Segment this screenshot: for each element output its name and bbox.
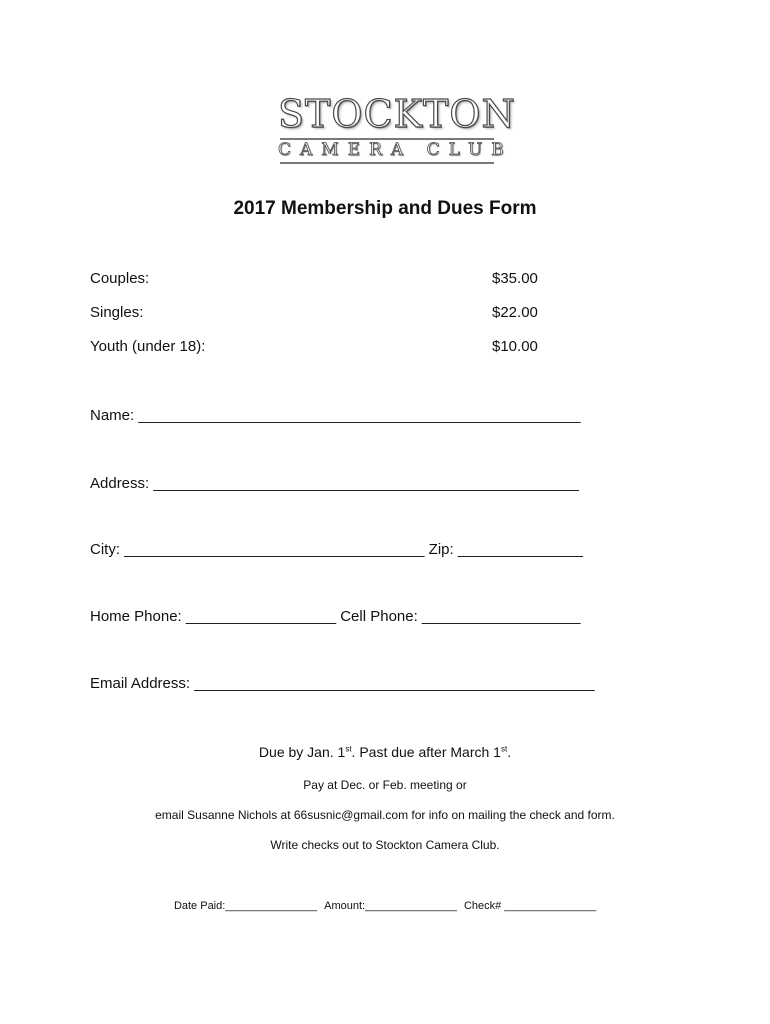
fee-amount-singles: $22.00 — [492, 304, 538, 321]
logo-camera-club-text: CAMERA CLUB — [278, 140, 513, 160]
logo-divider-bottom — [280, 162, 494, 164]
address-field[interactable]: Address: ___________________________________________________ — [90, 475, 579, 492]
date-paid-field[interactable]: Date Paid:_______________ — [173, 900, 318, 912]
email-address-field[interactable]: Email Address: ________________________________________________ — [90, 675, 595, 692]
due-text-3: . — [507, 744, 512, 760]
due-text-2: . Past due after March 1 — [351, 744, 501, 760]
checks-payable-note: Write checks out to Stockton Camera Club. — [270, 838, 500, 852]
pay-meeting-note: Pay at Dec. or Feb. meeting or — [303, 778, 467, 792]
due-sup-1: st — [345, 744, 352, 754]
fee-label-couples: Couples: — [90, 270, 150, 287]
name-field[interactable]: Name: _____________________________________________________ — [90, 407, 581, 424]
fee-label-youth: Youth (under 18): — [90, 338, 206, 355]
phone-fields[interactable]: Home Phone: __________________ Cell Phone: ___________________ — [90, 608, 581, 625]
fee-label-singles: Singles: — [90, 304, 144, 321]
fee-amount-youth: $10.00 — [492, 338, 538, 355]
club-logo — [278, 92, 516, 166]
office-use-line — [0, 900, 770, 912]
due-text-1: Due by Jan. 1 — [258, 744, 346, 760]
email-mailing-note: email Susanne Nichols at 66susnic@gmail.com for info on mailing the check and form. — [155, 808, 615, 822]
form-title: 2017 Membership and Dues Form — [233, 198, 537, 219]
logo-stockton-text: STOCKTON — [278, 92, 516, 136]
due-sup-2: st — [500, 744, 508, 754]
check-number-field[interactable]: Check# _______________ — [463, 900, 597, 912]
fee-amount-couples: $35.00 — [492, 270, 538, 287]
due-date-notice — [0, 744, 770, 760]
amount-field[interactable]: Amount:_______________ — [324, 900, 457, 912]
city-zip-field[interactable]: City: ____________________________________ Zip: _______________ — [90, 541, 583, 558]
